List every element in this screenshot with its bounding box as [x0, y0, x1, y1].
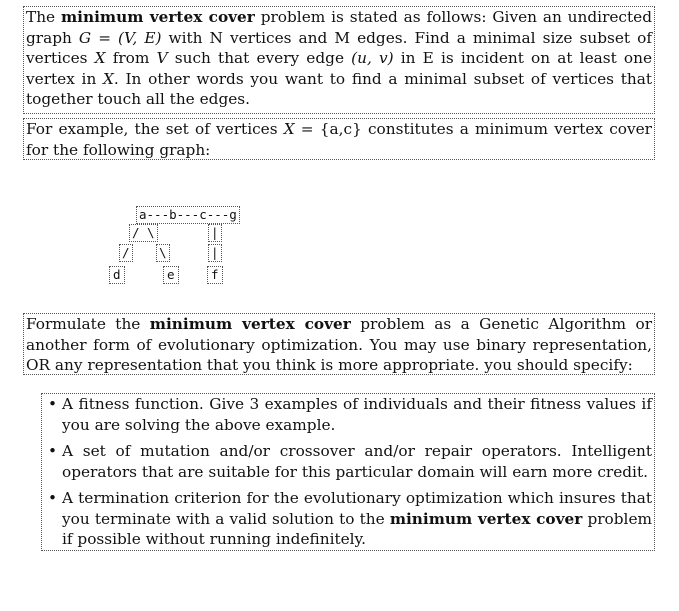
graph-node-d: d — [109, 266, 125, 284]
task-text: Formulate the — [26, 315, 150, 333]
graph-row-2: / \ — [129, 224, 158, 242]
graph-edge-c-f: | — [208, 244, 222, 262]
example-set: = {a,c} — [294, 120, 362, 138]
intro-text: The — [26, 8, 61, 26]
term-minimum-vertex-cover: minimum vertex cover — [60, 8, 255, 26]
math-edge: (u, v) — [351, 49, 394, 67]
intro-text: with N vertices and M edges. Find a minimal size subset of vertices — [26, 28, 652, 67]
task-text: problem as a Genetic Algorithm or another form of evolutionary optimization. You may use binary representation, OR any representation that you think is more appropriate. you should specify: — [26, 315, 653, 374]
intro-text: in E is incident on at least one vertex in — [26, 49, 653, 88]
intro-text: from — [105, 49, 157, 67]
bullet-icon: • — [48, 489, 58, 507]
graph-edge-a-e: \ — [156, 244, 170, 262]
graph-edge-c-f: | — [208, 224, 222, 242]
intro-paragraph — [23, 6, 655, 114]
math-x: X — [283, 120, 295, 138]
graph-edge-a-d: / — [119, 244, 133, 262]
requirements-list — [41, 393, 655, 551]
intro-text: problem is stated as follows: Given an undirected graph — [26, 8, 652, 47]
term-minimum-vertex-cover: minimum vertex cover — [389, 509, 583, 528]
item-text: A set of mutation and/or crossover and/or repair operators. Intelligent operators that are suitable for this particular domain will earn more credit. — [62, 442, 652, 481]
list-item-operators — [44, 441, 652, 482]
example-text: constitutes a minimum vertex cover for the following graph: — [26, 120, 652, 159]
task-paragraph — [23, 313, 655, 375]
term-minimum-vertex-cover: minimum vertex cover — [149, 315, 351, 333]
list-item-termination — [44, 488, 652, 550]
graph-row-1: a---b---c---g — [136, 206, 240, 224]
intro-text: . In other words you want to find a minimal subset of vertices that together touch all the edges. — [26, 69, 652, 108]
item-text: problem if possible without running indefinitely. — [62, 509, 652, 548]
example-text: For example, the set of vertices — [26, 120, 284, 138]
item-text: A fitness function. Give 3 examples of individuals and their fitness values if you are solving the above example. — [62, 395, 652, 434]
item-text: A termination criterion for the evolutionary optimization which insures that you terminate with a valid solution to the — [62, 489, 652, 528]
graph-definition: G = (V, E) — [78, 28, 162, 47]
graph-node-f: f — [207, 266, 223, 284]
bullet-icon: • — [48, 442, 58, 460]
bullet-icon: • — [48, 395, 58, 413]
math-x: X — [94, 49, 106, 67]
list-item-fitness — [44, 394, 652, 435]
math-v: V — [156, 49, 168, 67]
graph-node-e: e — [163, 266, 179, 284]
intro-text: such that every edge — [167, 49, 352, 67]
math-x: X — [103, 69, 114, 88]
example-paragraph — [23, 118, 655, 160]
graph-figure — [100, 200, 280, 295]
